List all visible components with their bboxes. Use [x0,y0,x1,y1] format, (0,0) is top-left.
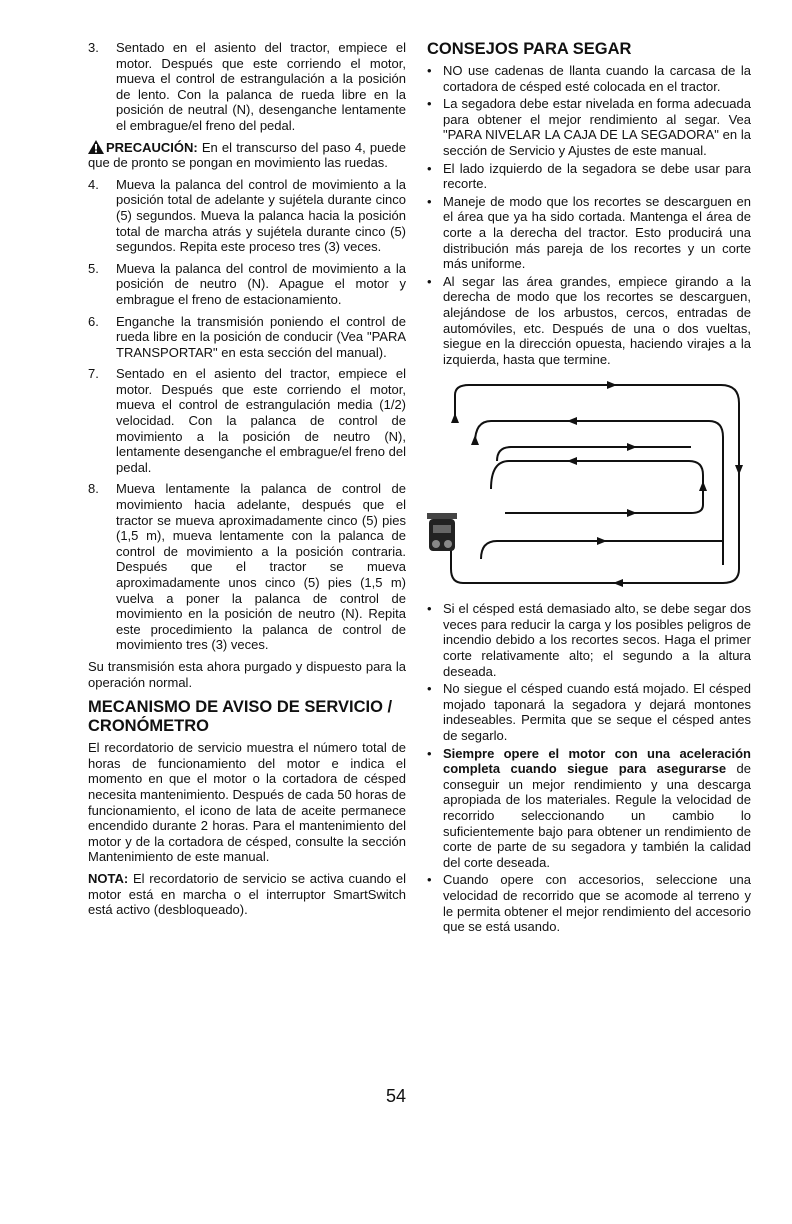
bullet-body-text: Si el césped está demasiado alto, se debe segar dos veces para reducir la carga y los posibles peligros de incendio debido a los recortes secos. Haga el primer corte relativamente alto; el segundo a la altura deseada. [443,601,751,679]
bullet-symbol: • [427,273,432,289]
step-text: Sentado en el asiento del tractor, empiece el motor. Después que este corriendo el motor, mueva el control de estrangulación a la posición de lento. Con la palanca de rueda libre en la posición de neutral (N), desenganche lentamente el embrague/el freno del pedal. [116,40,406,133]
step-number: 4. [88,176,99,192]
bullet-text: La segadora debe estar nivelada en forma adecuada para obtener el mejor rendimiento al segar. Vea "PARA NIVELAR LA CAJA DE LA SEGADORA" en la sección de Servicio y Ajustes de este manual. [443,96,751,158]
right-column [427,40,751,937]
arrow-head [699,481,707,491]
step-number: 5. [88,260,99,276]
bullet-text: El lado izquierdo de la segadora se debe usar para recorte. [443,160,751,192]
bullet-item [427,601,751,679]
bullet-symbol: • [427,681,432,697]
arrow-head [607,381,617,389]
step-7 [88,366,406,475]
bullet-item [427,194,751,272]
caution-text: En el transcurso del paso 4, puede que de pronto se pongan en movimiento las ruedas. [88,139,406,171]
bullet-symbol: • [427,745,432,761]
step-text: Enganche la transmisión poniendo el control de rueda libre en la posición de conducir (Vea "PARA TRANSPORTAR" en esta sección del manual). [116,313,406,360]
bullet-symbol: • [427,96,432,112]
bullet-item [427,161,751,192]
note-paragraph [88,871,406,918]
step-text: Mueva la palanca del control de movimiento a la posición total de adelante y sujétela durante cinco (5) segundos. Mueva la palanca hacia la posición total de marcha atrás y sujétela durante cinco (5) segundos. Repita este proceso tres (3) veces. [116,176,406,255]
service-reminder-heading: MECANISMO DE AVISO DE SERVICIO / CRONÓMETRO [88,698,393,736]
bullet-symbol: • [427,872,432,888]
arrow-head [627,509,637,517]
bullet-bold-text: Siempre opere el motor con una aceleración completa cuando siegue para asegurarse [443,745,751,777]
arrow-head [735,465,743,475]
bullet-text [443,601,751,679]
bullet-body-text: de conseguir un mejor rendimiento y una descarga apropiada de los materiales. Regule la velocidad de recorrido seleccionando un cambio lo suficientemente bajo para obtener un rendimiento de corte de parte de su segadora y también la calidad del corte deseada. [443,761,751,870]
bullet-text: NO use cadenas de llanta cuando la carcasa de la cortadora de césped esté colocada en el tractor. [443,63,751,94]
step-3 [88,40,406,134]
arrow-head [613,579,623,587]
bullet-symbol: • [427,160,432,176]
loop-3-path [491,461,703,513]
outer-loop-path [451,385,739,583]
step-6 [88,314,406,361]
step-8 [88,481,406,653]
bullet-item [427,681,751,743]
arrow-head [627,443,637,451]
bullet-item [427,96,751,158]
step-number: 7. [88,366,99,382]
arrow-head [471,435,479,445]
step-text: Mueva la palanca del control de movimiento a la posición de neutro (N). Apague el motor y embrague el freno de estacionamiento. [116,260,406,307]
service-reminder-paragraph: El recordatorio de servicio muestra el número total de horas de funcionamiento del motor e indica el momento en que el motor o la cortadora de césped necesita mantenimiento. Después de cada 50 horas de funcionamiento, el icono de lata de aceite permanece encendido durante 2 horas. Para el mantenimiento del motor y de la cortadora de césped, consulte la sección Mantenimiento de este manual. [88,740,406,865]
bullet-item [427,746,751,871]
mowing-tips-list [427,63,751,367]
step-5 [88,261,406,308]
bullet-item [427,63,751,94]
bullet-symbol: • [427,601,432,617]
bullet-symbol: • [427,193,432,209]
arrow-head [451,413,459,423]
mowing-tips-list-2 [427,601,751,934]
bullet-item [427,872,751,934]
bullet-text [443,746,751,871]
arrow-head [567,417,577,425]
bullet-item [427,274,751,368]
arrow-head [597,537,607,545]
bullet-text: Al segar las área grandes, empiece girando a la derecha de modo que los recortes se descarguen, alejándose de los arbustos, cercos, entradas de automóviles, etc. Después de una o dos vueltas, siegue en la dirección opuesta, haciendo virajes a la izquierda, hasta que termine. [443,273,751,367]
mowing-pattern-diagram [427,373,751,591]
bullet-body-text: No siegue el césped cuando está mojado. El césped mojado taponará la segadora y dejará montones indeseables. Permita que se seque el césped antes de segarlo. [443,681,751,744]
note-text: El recordatorio de servicio se activa cuando el motor está en marcha o el interruptor SmartSwitch está activo (desbloqueado). [88,870,406,918]
purged-paragraph: Su transmisión esta ahora purgado y dispuesto para la operación normal. [88,658,406,690]
loop-5-path [481,541,723,559]
step-4 [88,177,406,255]
step-number: 8. [88,481,99,497]
warning-triangle-icon [88,140,104,154]
bullet-text [443,681,751,743]
caution-label: PRECAUCIÓN: [106,139,198,155]
loop-4-path [497,447,691,461]
arrow-head [567,457,577,465]
page-number: 54 [385,1086,407,1106]
tractor-icon [427,513,457,551]
bullet-symbol: • [427,63,432,78]
caution-paragraph [88,140,406,171]
step-number: 6. [88,313,99,329]
note-label: NOTA: [88,870,129,886]
step-text: Sentado en el asiento del tractor, empiece el motor. Después que este corriendo el motor, mueva el control de estrangulación media (1/2) velocidad. Con la palanca de control de movimiento a la posición de neutro (N), lentamente desenganche el embrague/el freno del pedal. [116,366,406,475]
bullet-text [443,872,751,934]
left-column [88,40,406,924]
bullet-text: Maneje de modo que los recortes se descarguen en el área que ya ha sido cortada. Mantenga el área de corte a la derecha del tractor. Esto producirá una distribución más pareja de los recortes y un corte más uniforme. [443,193,751,272]
mowing-tips-heading: CONSEJOS PARA SEGAR [427,40,632,58]
step-text: Mueva lentamente la palanca de control de movimiento hacia adelante, después que el tractor se mueva aproximadamente cinco (5) pies (1,5 m), mueva lentamente con la palanca de control de movimiento a la posición contraria. Después que el tractor se mueva aproximadamente unos cinco (5) pies (1,5 m) vuelva a poner la palanca de control de movimiento en la posición de neutro (N). Repita este procedimiento la palanca de control de movimiento tres (3) veces. [116,481,406,653]
step-number: 3. [88,40,99,55]
bullet-body-text: Cuando opere con accesorios, seleccione una velocidad de recorrido que se acomode al terreno y le permita obtener el mejor rendimiento del accesorio que se está usando. [443,872,751,935]
